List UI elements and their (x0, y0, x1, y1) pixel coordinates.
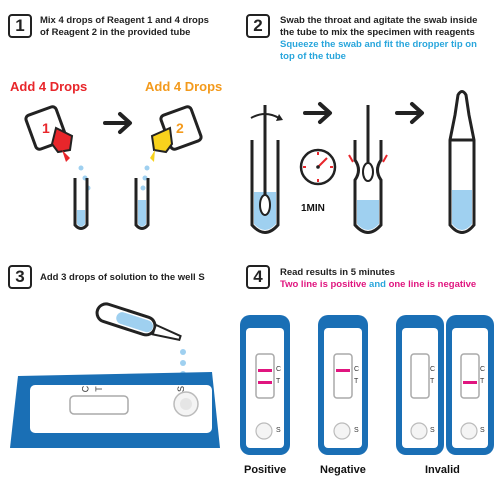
result-label-negative: Negative (320, 464, 366, 476)
step-3-number: 3 (8, 265, 32, 289)
dropper-icon (95, 302, 183, 346)
step-2-line-4: top of the tube (280, 51, 346, 62)
drop (180, 360, 186, 366)
invalid-1-t-label: T (430, 378, 435, 385)
result-label-invalid: Invalid (425, 464, 460, 476)
timer-icon (301, 150, 335, 184)
drop (79, 166, 84, 171)
step-2-line-1: Swab the throat and agitate the swab inside (280, 15, 478, 26)
step-1-line-2: of Reagent 2 in the provided tube (40, 27, 191, 38)
drop (180, 349, 186, 355)
step-2-instruction (280, 15, 477, 63)
cassette-t-label: T (93, 386, 104, 392)
arrow-right-icon (397, 104, 422, 122)
drop (141, 186, 146, 191)
positive-c-label: C (276, 366, 282, 373)
step-2-line-2: the tube to mix the specimen with reagents (280, 27, 475, 38)
add-drops-label-right: Add 4 Drops (145, 79, 223, 94)
arrow-right-icon (105, 114, 130, 132)
negative-rule: one line is negative (388, 279, 477, 290)
cassette-positive (240, 315, 290, 455)
positive-rule: Two line is positive (280, 279, 367, 290)
step-4-line-2 (280, 279, 476, 291)
invalid-2-t-label: T (480, 378, 485, 385)
bottle-2-number: 2 (176, 120, 184, 136)
arrow-right-icon (305, 104, 330, 122)
step-2-line-3: Squeeze the swab and fit the dropper tip on (280, 39, 477, 50)
bottle-1-number: 1 (42, 120, 50, 136)
step-1-line-1: Mix 4 drops of Reagent 1 and 4 drops (40, 15, 209, 26)
invalid-1-s-label: S (430, 427, 435, 434)
invalid-2-c-label: C (480, 366, 486, 373)
step-2-number: 2 (246, 14, 270, 38)
step-4-line-1: Read results in 5 minutes (280, 267, 396, 278)
step-4-instruction (280, 267, 476, 291)
cassette-invalid-2 (446, 315, 494, 455)
dropper-tube (450, 92, 474, 233)
negative-s-label: S (354, 427, 359, 434)
positive-t-label: T (276, 378, 281, 385)
tube-1 (75, 178, 87, 229)
invalid-1-c-label: C (430, 366, 436, 373)
add-drops-label-left: Add 4 Drops (10, 79, 88, 94)
rule-connector: and (366, 279, 389, 290)
step-3-instruction: Add 3 drops of solution to the well S (40, 272, 205, 283)
tube-2 (136, 178, 148, 229)
negative-c-label: C (354, 366, 360, 373)
cassette-invalid-1 (396, 315, 444, 455)
squeeze-tube (349, 105, 387, 233)
cassette-negative (318, 315, 368, 455)
positive-s-label: S (276, 427, 281, 434)
swab-tube (251, 105, 283, 233)
invalid-2-s-label: S (480, 427, 485, 434)
drop (145, 166, 150, 171)
cassette-s-label: S (176, 385, 187, 393)
step-1-number: 1 (8, 14, 32, 38)
cassette-c-label: C (80, 385, 91, 393)
test-cassette-horizontal (10, 372, 220, 448)
negative-t-label: T (354, 378, 359, 385)
result-label-positive: Positive (244, 464, 287, 476)
step-4-number: 4 (246, 265, 270, 289)
timer-label: 1MIN (301, 203, 325, 214)
